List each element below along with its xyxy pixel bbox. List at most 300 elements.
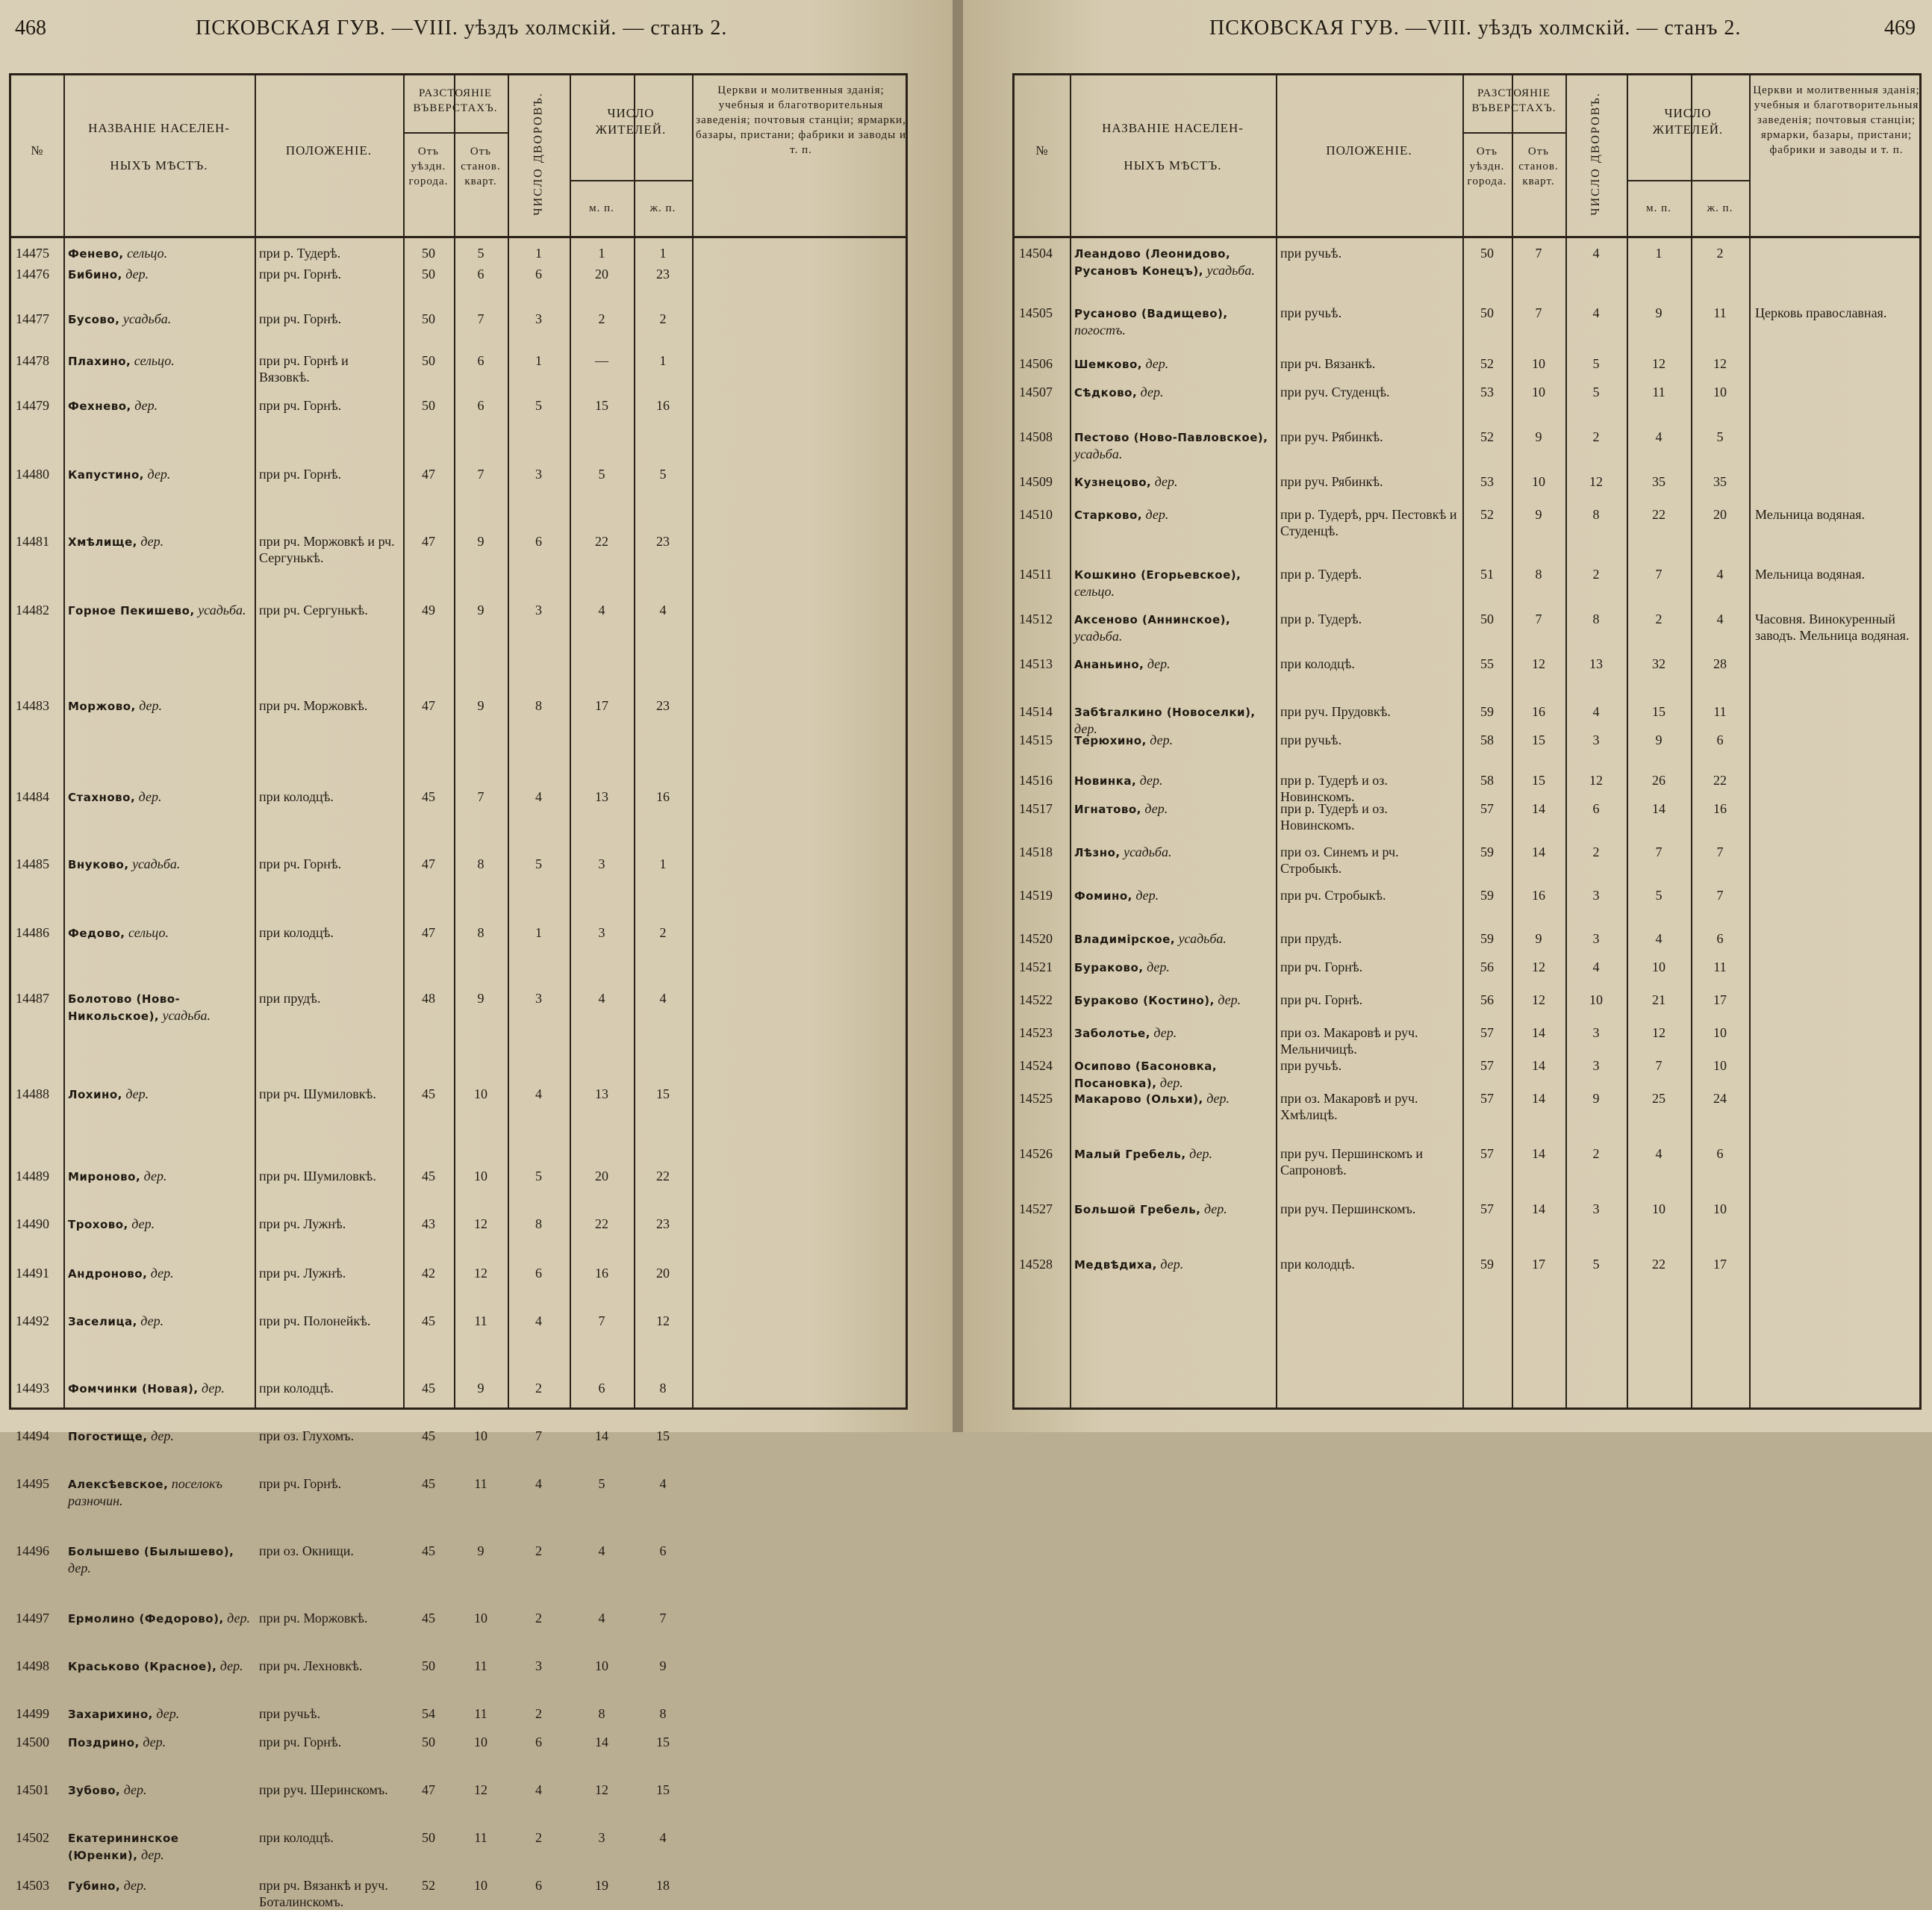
distance-station: 7 bbox=[477, 311, 484, 326]
distance-station: 11 bbox=[474, 1658, 487, 1673]
place-name-text: Фомчинки (Новая), bbox=[68, 1382, 199, 1396]
settlement-kind: дер. bbox=[1154, 474, 1178, 489]
header-number: № bbox=[1035, 143, 1049, 158]
place-name-text: Краськово (Красное), bbox=[68, 1660, 217, 1673]
females-count: 8 bbox=[659, 1706, 667, 1721]
males-count: 4 bbox=[598, 603, 605, 618]
yards-count: 5 bbox=[1592, 356, 1600, 371]
header-females: ж. п. bbox=[649, 202, 676, 214]
place-name bbox=[68, 1313, 252, 1330]
distance-city: 50 bbox=[422, 1658, 435, 1673]
settlement-kind: дер. bbox=[1144, 801, 1168, 816]
settlement-kind: сельцо. bbox=[128, 925, 169, 940]
settlement-kind: дер. bbox=[1140, 385, 1164, 399]
males-count: 13 bbox=[595, 1086, 608, 1101]
position: при рч. Горнѣ. bbox=[1280, 992, 1363, 1007]
position: при ручьѣ. bbox=[259, 1706, 321, 1721]
column-rule bbox=[1070, 75, 1071, 1407]
distance-station: 10 bbox=[474, 1611, 487, 1626]
distance-city: 45 bbox=[422, 789, 435, 804]
males-count: 19 bbox=[595, 1878, 608, 1893]
settlement-kind: сельцо. bbox=[1074, 584, 1115, 599]
place-name-text: Кошкино (Егорьевское), bbox=[1074, 568, 1241, 582]
distance-city: 55 bbox=[1480, 656, 1494, 671]
position: при оз. Глухомъ. bbox=[259, 1428, 355, 1443]
distance-station: 16 bbox=[1532, 704, 1545, 719]
females-count: 5 bbox=[1716, 429, 1724, 444]
males-count: 32 bbox=[1652, 656, 1665, 671]
distance-city: 54 bbox=[422, 1706, 435, 1721]
distance-station: 10 bbox=[474, 1086, 487, 1101]
yards-count: 4 bbox=[1592, 959, 1600, 974]
distance-city: 45 bbox=[422, 1611, 435, 1626]
place-name-text: Ермолино (Федорово), bbox=[68, 1612, 224, 1626]
position: при оз. Макаровѣ и руч. Мельничицѣ. bbox=[1280, 1025, 1418, 1057]
notes: Церковь православная. bbox=[1755, 305, 1887, 320]
place-name-text: Забѣгалкино (Новоселки), bbox=[1074, 706, 1256, 719]
males-count: 9 bbox=[1655, 732, 1663, 747]
place-name bbox=[1074, 1024, 1273, 1042]
place-name bbox=[1074, 1057, 1273, 1092]
females-count: 15 bbox=[656, 1782, 670, 1797]
settlement-kind: дер. bbox=[1135, 888, 1159, 903]
males-count: 13 bbox=[595, 789, 608, 804]
row-number: 14497 bbox=[16, 1611, 49, 1626]
yards-count: 8 bbox=[535, 1216, 542, 1231]
females-count: 4 bbox=[659, 1830, 667, 1845]
header-inhabitants: ЧИСЛО ЖИТЕЛЕЙ. bbox=[1652, 106, 1724, 137]
place-name-text: Плахино, bbox=[68, 355, 131, 368]
place-name-text: Осипово (Басоновка, Посановка), bbox=[1074, 1060, 1218, 1090]
header-position: ПОЛОЖЕНІЕ. bbox=[285, 143, 373, 158]
header-inhabitants: ЧИСЛО ЖИТЕЛЕЙ. bbox=[595, 106, 667, 137]
distance-city: 52 bbox=[1480, 429, 1494, 444]
place-name-text: Андроново, bbox=[68, 1267, 148, 1281]
females-count: 4 bbox=[659, 1476, 667, 1491]
settlement-kind: дер. bbox=[140, 1847, 164, 1862]
notes: Мельница водяная. bbox=[1755, 567, 1866, 582]
row-number: 14528 bbox=[1019, 1257, 1053, 1272]
place-name-text: Трохово, bbox=[68, 1218, 128, 1231]
distance-station: 9 bbox=[1535, 931, 1542, 946]
distance-station: 15 bbox=[1532, 773, 1545, 788]
settlement-kind: дер. bbox=[1150, 732, 1174, 747]
header-notes: Церкви и молитвенныя зданія; учебныя и благотворительныя заведенія; почтовыя станціи; ярмарки, базары, пристани; фабрики и заводы и т. п. bbox=[695, 84, 907, 156]
settlement-kind: дер. bbox=[1145, 356, 1169, 371]
yards-count: 5 bbox=[1592, 385, 1600, 399]
position: при рч. Шумиловкѣ. bbox=[259, 1086, 376, 1101]
yards-count: 3 bbox=[535, 311, 542, 326]
row-number: 14498 bbox=[16, 1658, 49, 1673]
distance-city: 57 bbox=[1480, 801, 1494, 816]
row-number: 14520 bbox=[1019, 931, 1053, 946]
position: при рч. Горнѣ. bbox=[259, 467, 342, 482]
distance-station: 9 bbox=[477, 991, 484, 1006]
females-count: 6 bbox=[1716, 1146, 1724, 1161]
settlement-kind: дер. bbox=[202, 1381, 225, 1396]
place-name bbox=[1074, 1090, 1273, 1107]
row-number: 14517 bbox=[1019, 801, 1053, 816]
females-count: 20 bbox=[1713, 507, 1727, 522]
distance-station: 14 bbox=[1532, 1091, 1545, 1106]
row-number: 14477 bbox=[16, 311, 49, 326]
settlement-kind: дер. bbox=[219, 1658, 243, 1673]
place-name bbox=[68, 697, 252, 715]
distance-station: 11 bbox=[474, 1313, 487, 1328]
females-count: 17 bbox=[1713, 1257, 1727, 1272]
males-count: 10 bbox=[1652, 1201, 1665, 1216]
males-count: 5 bbox=[598, 1476, 605, 1491]
position: при рч. Лужнѣ. bbox=[259, 1266, 346, 1281]
place-name-text: Аксеново (Аннинское), bbox=[1074, 613, 1231, 626]
place-name-text: Погостище, bbox=[68, 1430, 148, 1443]
place-name bbox=[1074, 1201, 1273, 1218]
position: при р. Тудерѣ. bbox=[259, 246, 341, 261]
males-count: 22 bbox=[1652, 1257, 1665, 1272]
place-name bbox=[1074, 1256, 1273, 1273]
females-count: 15 bbox=[656, 1428, 670, 1443]
position: при рч. Стробыкѣ. bbox=[1280, 888, 1386, 903]
distance-city: 47 bbox=[422, 856, 435, 871]
distance-station: 10 bbox=[474, 1428, 487, 1443]
females-count: 18 bbox=[656, 1878, 670, 1893]
females-count: 12 bbox=[656, 1313, 670, 1328]
place-name bbox=[68, 1216, 252, 1233]
row-number: 14507 bbox=[1019, 385, 1053, 399]
place-name bbox=[68, 352, 252, 370]
yards-count: 3 bbox=[1592, 732, 1600, 747]
position: при рч. Моржовкѣ и рч. Сергунькѣ. bbox=[259, 534, 395, 565]
place-name bbox=[1074, 384, 1273, 401]
yards-count: 9 bbox=[1592, 1091, 1600, 1106]
row-number: 14505 bbox=[1019, 305, 1053, 320]
settlement-kind: дер. bbox=[140, 1313, 164, 1328]
settlement-kind: дер. bbox=[68, 1561, 91, 1575]
position: при колодцѣ. bbox=[259, 789, 334, 804]
place-name-text: Новинка, bbox=[1074, 774, 1137, 788]
yards-count: 7 bbox=[535, 1428, 542, 1443]
row-number: 14526 bbox=[1019, 1146, 1053, 1161]
females-count: 4 bbox=[1716, 567, 1724, 582]
females-count: 7 bbox=[1716, 888, 1724, 903]
yards-count: 3 bbox=[535, 991, 542, 1006]
place-name-text: Зубово, bbox=[68, 1784, 121, 1797]
distance-city: 45 bbox=[422, 1086, 435, 1101]
distance-city: 48 bbox=[422, 991, 435, 1006]
yards-count: 8 bbox=[535, 698, 542, 713]
females-count: 10 bbox=[1713, 1025, 1727, 1040]
place-name bbox=[68, 1475, 252, 1509]
settlement-kind: усадьба. bbox=[1074, 629, 1123, 644]
place-name bbox=[1074, 566, 1273, 600]
distance-station: 7 bbox=[1535, 305, 1542, 320]
header-males: м. п. bbox=[1646, 202, 1671, 214]
position: при рч. Горнѣ. bbox=[259, 267, 342, 281]
males-count: 22 bbox=[595, 1216, 608, 1231]
row-number: 14504 bbox=[1019, 246, 1053, 261]
distance-city: 50 bbox=[422, 398, 435, 413]
position: при руч. Першинскомъ. bbox=[1280, 1201, 1416, 1216]
column-rule bbox=[1749, 75, 1751, 1407]
settlement-kind: дер. bbox=[150, 1266, 174, 1281]
distance-station: 9 bbox=[477, 1381, 484, 1396]
females-count: 4 bbox=[659, 603, 667, 618]
place-name bbox=[68, 266, 252, 283]
males-count: — bbox=[595, 353, 608, 368]
header-name-line2: НЫХЪ МѢСТЪ. bbox=[1124, 158, 1222, 172]
place-name bbox=[1074, 355, 1273, 373]
place-name bbox=[68, 533, 252, 550]
place-name-text: Внуково, bbox=[68, 858, 129, 871]
place-name-text: Медвѣдиха, bbox=[1074, 1258, 1157, 1272]
distance-station: 9 bbox=[1535, 429, 1542, 444]
distance-city: 59 bbox=[1480, 704, 1494, 719]
distance-city: 45 bbox=[422, 1543, 435, 1558]
header-distance: РАЗСТОЯНІЕ ВЪВЕРСТАХЪ. bbox=[413, 87, 498, 114]
settlement-kind: дер. bbox=[1147, 656, 1171, 671]
females-count: 4 bbox=[659, 991, 667, 1006]
distance-city: 59 bbox=[1480, 844, 1494, 859]
row-number: 14502 bbox=[16, 1830, 49, 1845]
settlement-kind: дер. bbox=[147, 467, 171, 482]
place-name-text: Леандово (Леонидово, Русановъ Конецъ), bbox=[1074, 247, 1231, 278]
females-count: 10 bbox=[1713, 385, 1727, 399]
settlement-kind: дер. bbox=[1139, 773, 1163, 788]
distance-city: 57 bbox=[1480, 1146, 1494, 1161]
distance-city: 42 bbox=[422, 1266, 435, 1281]
females-count: 8 bbox=[659, 1381, 667, 1396]
place-name-text: Моржово, bbox=[68, 700, 136, 713]
row-number: 14514 bbox=[1019, 704, 1053, 719]
header-from-city: Отъ уѣздн. города. bbox=[1467, 146, 1507, 187]
females-count: 7 bbox=[1716, 844, 1724, 859]
header-yards: ЧИСЛО ДВОРОВЪ. bbox=[1589, 92, 1602, 216]
place-name bbox=[68, 1782, 252, 1799]
distance-station: 12 bbox=[474, 1216, 487, 1231]
column-rule bbox=[1276, 75, 1277, 1407]
row-number: 14481 bbox=[16, 534, 49, 549]
position: при колодцѣ. bbox=[259, 1381, 334, 1396]
place-name-text: Пестово (Ново-Павловское), bbox=[1074, 431, 1268, 444]
place-name bbox=[68, 1428, 252, 1445]
distance-city: 47 bbox=[422, 925, 435, 940]
place-name-text: Мироново, bbox=[68, 1170, 141, 1183]
settlement-kind: усадьба. bbox=[1074, 447, 1123, 461]
place-name bbox=[1074, 930, 1273, 948]
distance-city: 58 bbox=[1480, 732, 1494, 747]
males-count: 7 bbox=[1655, 1058, 1663, 1073]
males-count: 17 bbox=[595, 698, 608, 713]
females-count: 7 bbox=[659, 1611, 667, 1626]
distance-city: 45 bbox=[422, 1381, 435, 1396]
place-name-text: Лохино, bbox=[68, 1088, 122, 1101]
females-count: 11 bbox=[1713, 305, 1727, 320]
males-count: 22 bbox=[595, 534, 608, 549]
yards-count: 4 bbox=[535, 1476, 542, 1491]
row-number: 14516 bbox=[1019, 773, 1053, 788]
place-name-text: Хмѣлище, bbox=[68, 535, 137, 549]
column-rule bbox=[692, 75, 694, 1407]
males-count: 20 bbox=[595, 1169, 608, 1183]
females-count: 16 bbox=[656, 398, 670, 413]
place-name-text: Горное Пекишево, bbox=[68, 604, 195, 618]
males-count: 26 bbox=[1652, 773, 1665, 788]
females-count: 12 bbox=[1713, 356, 1727, 371]
distance-station: 9 bbox=[477, 534, 484, 549]
yards-count: 3 bbox=[535, 603, 542, 618]
header-name-line1: НАЗВАНІЕ НАСЕЛЕН- bbox=[1102, 121, 1244, 135]
header-from-station: Отъ станов. кварт. bbox=[1518, 146, 1559, 187]
place-name bbox=[68, 466, 252, 483]
distance-station: 15 bbox=[1532, 732, 1545, 747]
distance-station: 17 bbox=[1532, 1257, 1545, 1272]
distance-city: 47 bbox=[422, 1782, 435, 1797]
place-name bbox=[1074, 473, 1273, 491]
place-name bbox=[68, 856, 252, 873]
place-name bbox=[1074, 245, 1273, 279]
position: при рч. Моржовкѣ. bbox=[259, 698, 368, 713]
males-count: 22 bbox=[1652, 507, 1665, 522]
place-name-text: Лѣзно, bbox=[1074, 846, 1121, 859]
yards-count: 2 bbox=[1592, 567, 1600, 582]
row-number: 14496 bbox=[16, 1543, 49, 1558]
distance-city: 47 bbox=[422, 534, 435, 549]
header-subrule bbox=[1627, 180, 1749, 181]
females-count: 24 bbox=[1713, 1091, 1727, 1106]
distance-city: 59 bbox=[1480, 1257, 1494, 1272]
row-number: 14509 bbox=[1019, 474, 1053, 489]
table-header bbox=[11, 75, 906, 238]
row-number: 14519 bbox=[1019, 888, 1053, 903]
position: при рч. Горнѣ и Вязовкѣ. bbox=[259, 353, 349, 385]
place-name bbox=[1074, 611, 1273, 644]
position: при колодцѣ. bbox=[1280, 656, 1355, 671]
distance-station: 16 bbox=[1532, 888, 1545, 903]
settlement-kind: дер. bbox=[134, 398, 158, 413]
females-count: 1 bbox=[659, 856, 667, 871]
row-number: 14522 bbox=[1019, 992, 1053, 1007]
place-name-text: Бибино, bbox=[68, 268, 122, 281]
distance-station: 12 bbox=[1532, 959, 1545, 974]
header-distance: РАЗСТОЯНІЕ ВЪВЕРСТАХЪ. bbox=[1471, 87, 1556, 114]
yards-count: 6 bbox=[535, 1878, 542, 1893]
place-name-text: Малый Гребель, bbox=[1074, 1148, 1186, 1161]
position: при рч. Лехновкѣ. bbox=[259, 1658, 363, 1673]
settlement-kind: дер. bbox=[1218, 992, 1241, 1007]
place-name-text: Игнатово, bbox=[1074, 803, 1141, 816]
yards-count: 1 bbox=[535, 353, 542, 368]
males-count: 1 bbox=[1655, 246, 1663, 261]
place-name bbox=[1074, 429, 1273, 462]
males-count: 20 bbox=[595, 267, 608, 281]
row-number: 14492 bbox=[16, 1313, 49, 1328]
distance-station: 9 bbox=[1535, 507, 1542, 522]
distance-station: 9 bbox=[477, 698, 484, 713]
distance-station: 14 bbox=[1532, 1058, 1545, 1073]
distance-city: 57 bbox=[1480, 1058, 1494, 1073]
place-name bbox=[68, 1610, 252, 1627]
row-number: 14521 bbox=[1019, 959, 1053, 974]
left-running-head: ПСКОВСКАЯ ГУВ. —VIII. уѣздъ холмскій. — станъ 2. bbox=[196, 16, 728, 40]
males-count: 4 bbox=[1655, 1146, 1663, 1161]
right-page bbox=[963, 0, 1932, 1432]
settlement-kind: усадьба. bbox=[1206, 263, 1255, 278]
distance-city: 50 bbox=[422, 246, 435, 261]
females-count: 17 bbox=[1713, 992, 1727, 1007]
distance-station: 5 bbox=[477, 246, 484, 261]
yards-count: 12 bbox=[1589, 474, 1603, 489]
distance-city: 50 bbox=[422, 353, 435, 368]
distance-city: 51 bbox=[1480, 567, 1494, 582]
yards-count: 3 bbox=[535, 467, 542, 482]
settlement-kind: усадьба. bbox=[122, 311, 172, 326]
distance-station: 11 bbox=[474, 1830, 487, 1845]
column-rule bbox=[63, 75, 65, 1407]
distance-city: 45 bbox=[422, 1169, 435, 1183]
position: при рч. Сергунькѣ. bbox=[259, 603, 368, 618]
position: при р. Тудерѣ. bbox=[1280, 612, 1362, 626]
distance-station: 12 bbox=[1532, 656, 1545, 671]
left-page bbox=[0, 0, 953, 1909]
females-count: 6 bbox=[1716, 732, 1724, 747]
distance-city: 56 bbox=[1480, 959, 1494, 974]
distance-city: 45 bbox=[422, 1476, 435, 1491]
position: при ручьѣ. bbox=[1280, 305, 1342, 320]
males-count: 5 bbox=[598, 467, 605, 482]
females-count: 20 bbox=[656, 1266, 670, 1281]
position: при рч. Горнѣ. bbox=[259, 311, 342, 326]
settlement-kind: дер. bbox=[1074, 721, 1097, 736]
place-name bbox=[68, 1705, 252, 1723]
yards-count: 6 bbox=[535, 267, 542, 281]
settlement-kind: дер. bbox=[125, 1086, 149, 1101]
settlement-kind: усадьба. bbox=[132, 856, 181, 871]
header-position: ПОЛОЖЕНІЕ. bbox=[1326, 143, 1412, 158]
settlement-kind: дер. bbox=[131, 1216, 155, 1231]
row-number: 14523 bbox=[1019, 1025, 1053, 1040]
males-count: 12 bbox=[1652, 1025, 1665, 1040]
yards-count: 2 bbox=[1592, 1146, 1600, 1161]
females-count: 11 bbox=[1713, 959, 1727, 974]
row-number: 14480 bbox=[16, 467, 49, 482]
distance-station: 9 bbox=[477, 1543, 484, 1558]
position: при рч. Горнѣ. bbox=[1280, 959, 1363, 974]
place-name-text: Капустино, bbox=[68, 468, 144, 482]
row-number: 14499 bbox=[16, 1706, 49, 1721]
place-name bbox=[1074, 887, 1273, 904]
column-rule bbox=[255, 75, 256, 1407]
row-number: 14501 bbox=[16, 1782, 49, 1797]
header-males: м. п. bbox=[589, 202, 614, 214]
distance-city: 57 bbox=[1480, 1201, 1494, 1216]
settlement-kind: усадьба. bbox=[162, 1008, 211, 1023]
males-count: 2 bbox=[1655, 612, 1663, 626]
distance-station: 7 bbox=[477, 467, 484, 482]
row-number: 14511 bbox=[1019, 567, 1053, 582]
position: при колодцѣ. bbox=[259, 1830, 334, 1845]
yards-count: 8 bbox=[1592, 612, 1600, 626]
females-count: 16 bbox=[1713, 801, 1727, 816]
distance-station: 12 bbox=[474, 1782, 487, 1797]
yards-count: 2 bbox=[535, 1543, 542, 1558]
distance-station: 10 bbox=[474, 1169, 487, 1183]
yards-count: 6 bbox=[1592, 801, 1600, 816]
place-name-text: Алексѣевское, bbox=[68, 1478, 169, 1491]
distance-city: 52 bbox=[1480, 356, 1494, 371]
males-count: 3 bbox=[598, 925, 605, 940]
position: при р. Тудерѣ, ррч. Пестовкѣ и Студенцѣ. bbox=[1280, 507, 1457, 538]
settlement-kind: дер. bbox=[227, 1611, 250, 1626]
